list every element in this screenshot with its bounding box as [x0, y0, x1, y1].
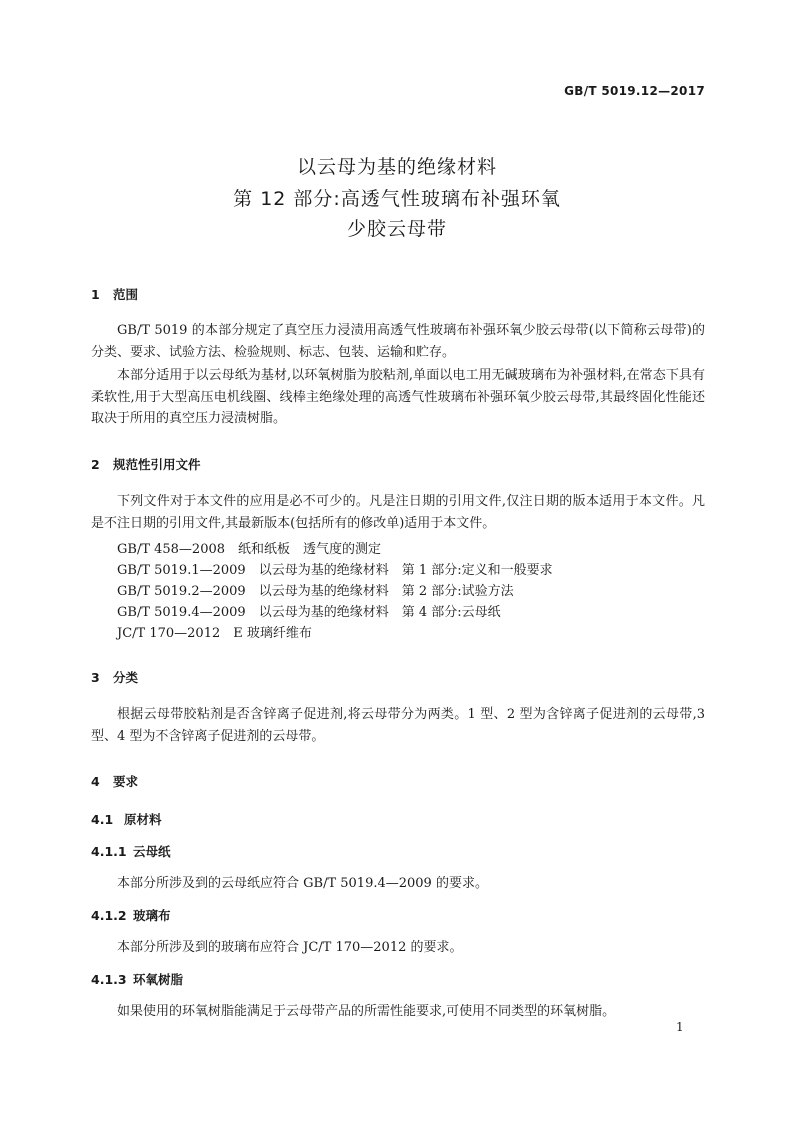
section-title: 要求 [113, 774, 139, 789]
subsection-4-1-1-text: 本部分所涉及到的云母纸应符合 GB/T 5019.4—2009 的要求。 [117, 876, 488, 891]
subsection-title: 环氧树脂 [133, 972, 184, 987]
section-3-paragraph: 根据云母带胶粘剂是否含锌离子促进剂,将云母带分为两类。1 型、2 型为含锌离子促进剂的云母带,3 型、4 型为不含锌离子促进剂的云母带。 [91, 707, 705, 744]
subsection-4-1-1-heading [91, 842, 171, 860]
subsection-number: 4.1.1 [91, 844, 127, 859]
subsection-4-1-heading [91, 810, 162, 828]
page-number: 1 [676, 1020, 684, 1034]
reference-item: JC/T 170—2012 E 玻璃纤维布 [117, 626, 312, 641]
reference-item: GB/T 5019.1—2009 以云母为基的绝缘材料 第 1 部分:定义和一般要求 [117, 563, 553, 578]
section-4-heading [91, 772, 138, 790]
section-1-paragraph-1: GB/T 5019 的本部分规定了真空压力浸渍用高透气性玻璃布补强环氧少胶云母带(以下简称云母带)的分类、要求、试验方法、检验规则、标志、包装、运输和贮存。 [91, 323, 705, 360]
section-title: 范围 [113, 287, 139, 302]
subsection-title: 云母纸 [133, 844, 171, 859]
section-1-heading [91, 285, 138, 303]
subsection-number: 4.1.2 [91, 908, 127, 923]
subsection-4-1-2-heading [91, 906, 171, 924]
reference-item: GB/T 5019.2—2009 以云母为基的绝缘材料 第 2 部分:试验方法 [117, 584, 514, 599]
section-number: 3 [91, 670, 100, 685]
document-title-line-2: 第 12 部分:高透气性玻璃布补强环氧 [233, 188, 561, 210]
subsection-4-1-3-text: 如果使用的环氧树脂能满足于云母带产品的所需性能要求,可使用不同类型的环氧树脂。 [117, 1004, 616, 1019]
section-number: 4 [91, 774, 100, 789]
subsection-4-1-3-heading [91, 970, 183, 988]
section-number: 2 [91, 457, 100, 472]
document-title-line-3: 少胶云母带 [346, 218, 447, 240]
subsection-4-1-2-text: 本部分所涉及到的玻璃布应符合 JC/T 170—2012 的要求。 [117, 940, 463, 955]
section-2-heading [91, 455, 201, 473]
subsection-title: 原材料 [124, 812, 162, 827]
section-title: 规范性引用文件 [113, 457, 201, 472]
standard-code: GB/T 5019.12—2017 [564, 84, 705, 98]
section-title: 分类 [113, 670, 139, 685]
subsection-number: 4.1 [91, 812, 114, 827]
section-2-intro: 下列文件对于本文件的应用是必不可少的。凡是注日期的引用文件,仅注日期的版本适用于本文件。凡是不注日期的引用文件,其最新版本(包括所有的修改单)适用于本文件。 [91, 494, 705, 531]
document-title-line-1: 以云母为基的绝缘材料 [296, 156, 497, 178]
reference-item: GB/T 458—2008 纸和纸板 透气度的测定 [117, 542, 382, 557]
subsection-title: 玻璃布 [133, 908, 171, 923]
subsection-number: 4.1.3 [91, 972, 127, 987]
reference-item: GB/T 5019.4—2009 以云母为基的绝缘材料 第 4 部分:云母纸 [117, 605, 501, 620]
section-1-paragraph-2: 本部分适用于以云母纸为基材,以环氧树脂为胶粘剂,单面以电工用无碱玻璃布为补强材料,在常态下具有柔软性,用于大型高压电机线圈、线棒主绝缘处理的高透气性玻璃布补强环氧少胶云母带,其最终固化性能还取决于所用的真空压力浸渍树脂。 [91, 368, 705, 426]
section-number: 1 [91, 287, 100, 302]
section-3-heading [91, 668, 138, 686]
